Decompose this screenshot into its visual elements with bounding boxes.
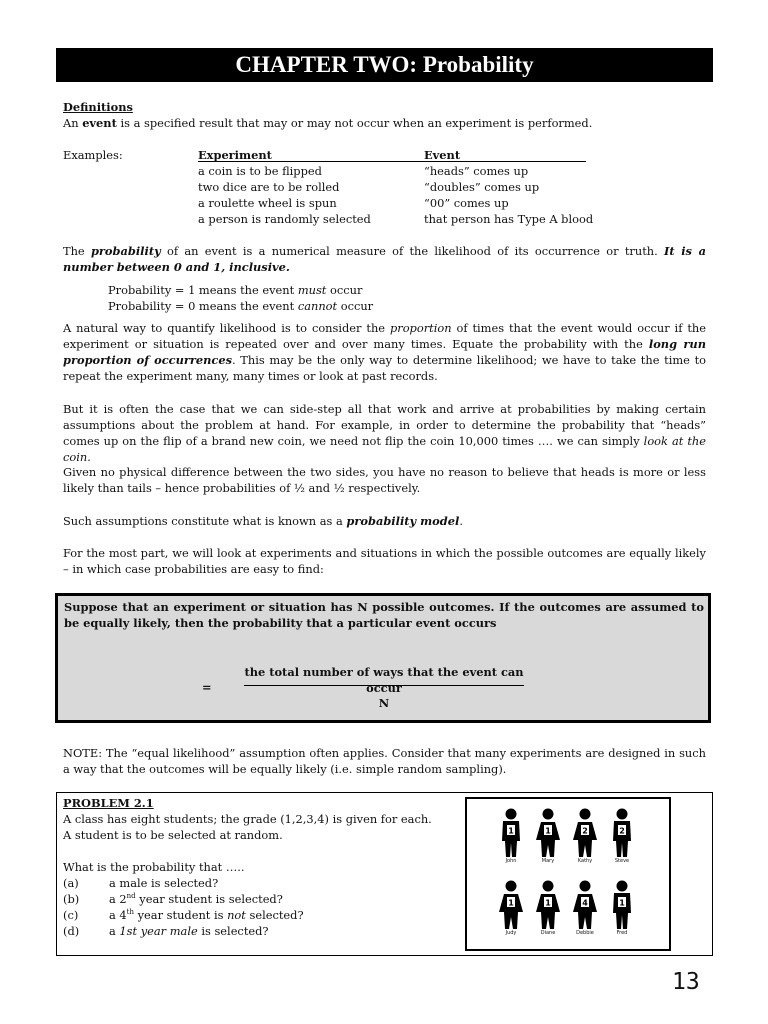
probability-zero: Probability = 0 means the event cannot occur: [108, 299, 374, 313]
problem-item: [63, 875, 463, 891]
student-grade: 2: [619, 826, 625, 836]
problem-item: [63, 923, 463, 939]
example-row: [198, 179, 598, 195]
natural-paragraph: A natural way to quantify likelihood is to consider the proportion of times that the event would occur if the experiment or situation is repeated over and over many times. Equate the probability with the long run proportion of occurrences. This may be the only way to determine likelihood; we have to take the time to repeat the experiment many, many times or look at past records.: [63, 321, 706, 383]
example-event: “doubles” comes up: [424, 180, 540, 194]
physical-paragraph: Given no physical difference between the two sides, you have no reason to believe that heads is more or less likely than tails – hence probabilities of ½ and ½ respectively.: [63, 465, 706, 495]
problem-line2: A student is to be selected at random.: [63, 828, 283, 842]
student-grade: 1: [508, 826, 514, 836]
item-text: a male is selected?: [109, 876, 219, 890]
problem-heading: PROBLEM 2.1: [63, 796, 154, 810]
item-label: (d): [63, 924, 80, 938]
male-person-icon: [604, 879, 640, 931]
equals-sign: =: [202, 680, 212, 694]
student-figure: [567, 879, 603, 939]
students-picture: [465, 797, 671, 951]
formula-denominator: N: [378, 696, 390, 710]
student-name: Debbie: [576, 930, 594, 936]
formula-text: Suppose that an experiment or situation has N possible outcomes. If the outcomes are assumed to be equally likely, then the probability that a particular event occurs: [64, 600, 704, 630]
student-grade: 4: [582, 898, 588, 908]
student-grade: 1: [508, 898, 514, 908]
example-row: [198, 195, 598, 211]
example-experiment: two dice are to be rolled: [198, 180, 340, 194]
female-person-icon: [530, 879, 566, 931]
problem-line1: A class has eight students; the grade (1,2,3,4) is given for each.: [63, 812, 432, 826]
equally-likely-paragraph: For the most part, we will look at experiments and situations in which the possible outcomes are equally likely – in which case probabilities are easy to find:: [63, 546, 706, 576]
problem-item: [63, 891, 463, 907]
student-name: Mary: [541, 858, 555, 864]
probability-definition: The probability of an event is a numerical measure of the likelihood of its occurrence or truth. It is a number between 0 and 1, inclusive.: [63, 244, 706, 274]
example-event: “heads” comes up: [424, 164, 529, 178]
example-experiment: a roulette wheel is spun: [198, 196, 337, 210]
fraction-bar: [244, 685, 524, 686]
chapter-banner: CHAPTER TWO: Probability: [56, 48, 713, 82]
probability-one: Probability = 1 means the event must occur: [108, 283, 363, 297]
example-experiment: a coin is to be flipped: [198, 164, 322, 178]
student-name: Steve: [614, 858, 630, 864]
student-name: Judy: [505, 930, 517, 936]
formula-numerator: the total number of ways that the event can occur: [244, 665, 524, 695]
note-paragraph: NOTE: The “equal likelihood” assumption often applies. Consider that many experiments are designed in such a way that the outcomes will be equally likely (i.e. simple random sampling).: [63, 746, 706, 776]
student-grade: 1: [619, 898, 625, 908]
item-label: (a): [63, 876, 79, 890]
student-figure: [493, 879, 529, 939]
example-event: “00” comes up: [424, 196, 509, 210]
example-row: [198, 163, 598, 179]
student-grade: 1: [545, 826, 551, 836]
event-definition: An event is a specified result that may or may not occur when an experiment is performed.: [63, 116, 593, 130]
item-label: (c): [63, 908, 79, 922]
student-grade: 1: [545, 898, 551, 908]
item-text: a 2nd year student is selected?: [109, 892, 283, 906]
sidestep-paragraph: But it is often the case that we can side-step all that work and arrive at probabilities by making certain assumptions about the problem at hand. For example, in order to determine the probability that “heads” comes up on the flip of a brand new coin, we need not flip the coin 10,000 times …. we can simply look at the coin.: [63, 402, 706, 464]
student-name: John: [505, 858, 517, 864]
example-row: [198, 211, 598, 227]
female-person-icon: [530, 807, 566, 859]
example-experiment: a person is randomly selected: [198, 212, 371, 226]
formula-box: [55, 593, 711, 723]
student-figure: [530, 879, 566, 939]
model-paragraph: Such assumptions constitute what is known as a probability model.: [63, 514, 463, 528]
student-name: Diane: [540, 930, 556, 936]
female-person-icon: [567, 807, 603, 859]
student-name: Fred: [616, 930, 628, 936]
male-person-icon: [493, 807, 529, 859]
student-grade: 2: [582, 826, 588, 836]
problem-question: What is the probability that …..: [63, 860, 245, 874]
female-person-icon: [493, 879, 529, 931]
student-figure: [567, 807, 603, 867]
student-figure: [493, 807, 529, 867]
student-name: Kathy: [577, 858, 593, 864]
definitions-heading: Definitions: [63, 100, 133, 114]
page-number: 13: [672, 969, 700, 995]
item-text: a 4th year student is not selected?: [109, 908, 304, 922]
item-text: a 1st year male is selected?: [109, 924, 269, 938]
male-person-icon: [604, 807, 640, 859]
examples-label: Examples:: [63, 148, 123, 162]
student-figure: [530, 807, 566, 867]
problem-item: [63, 907, 463, 923]
col-event: Event: [424, 148, 461, 162]
examples-header: [198, 147, 586, 162]
female-person-icon: [567, 879, 603, 931]
item-label: (b): [63, 892, 80, 906]
student-figure: [604, 807, 640, 867]
student-figure: [604, 879, 640, 939]
example-event: that person has Type A blood: [424, 212, 594, 226]
col-experiment: Experiment: [198, 148, 272, 162]
